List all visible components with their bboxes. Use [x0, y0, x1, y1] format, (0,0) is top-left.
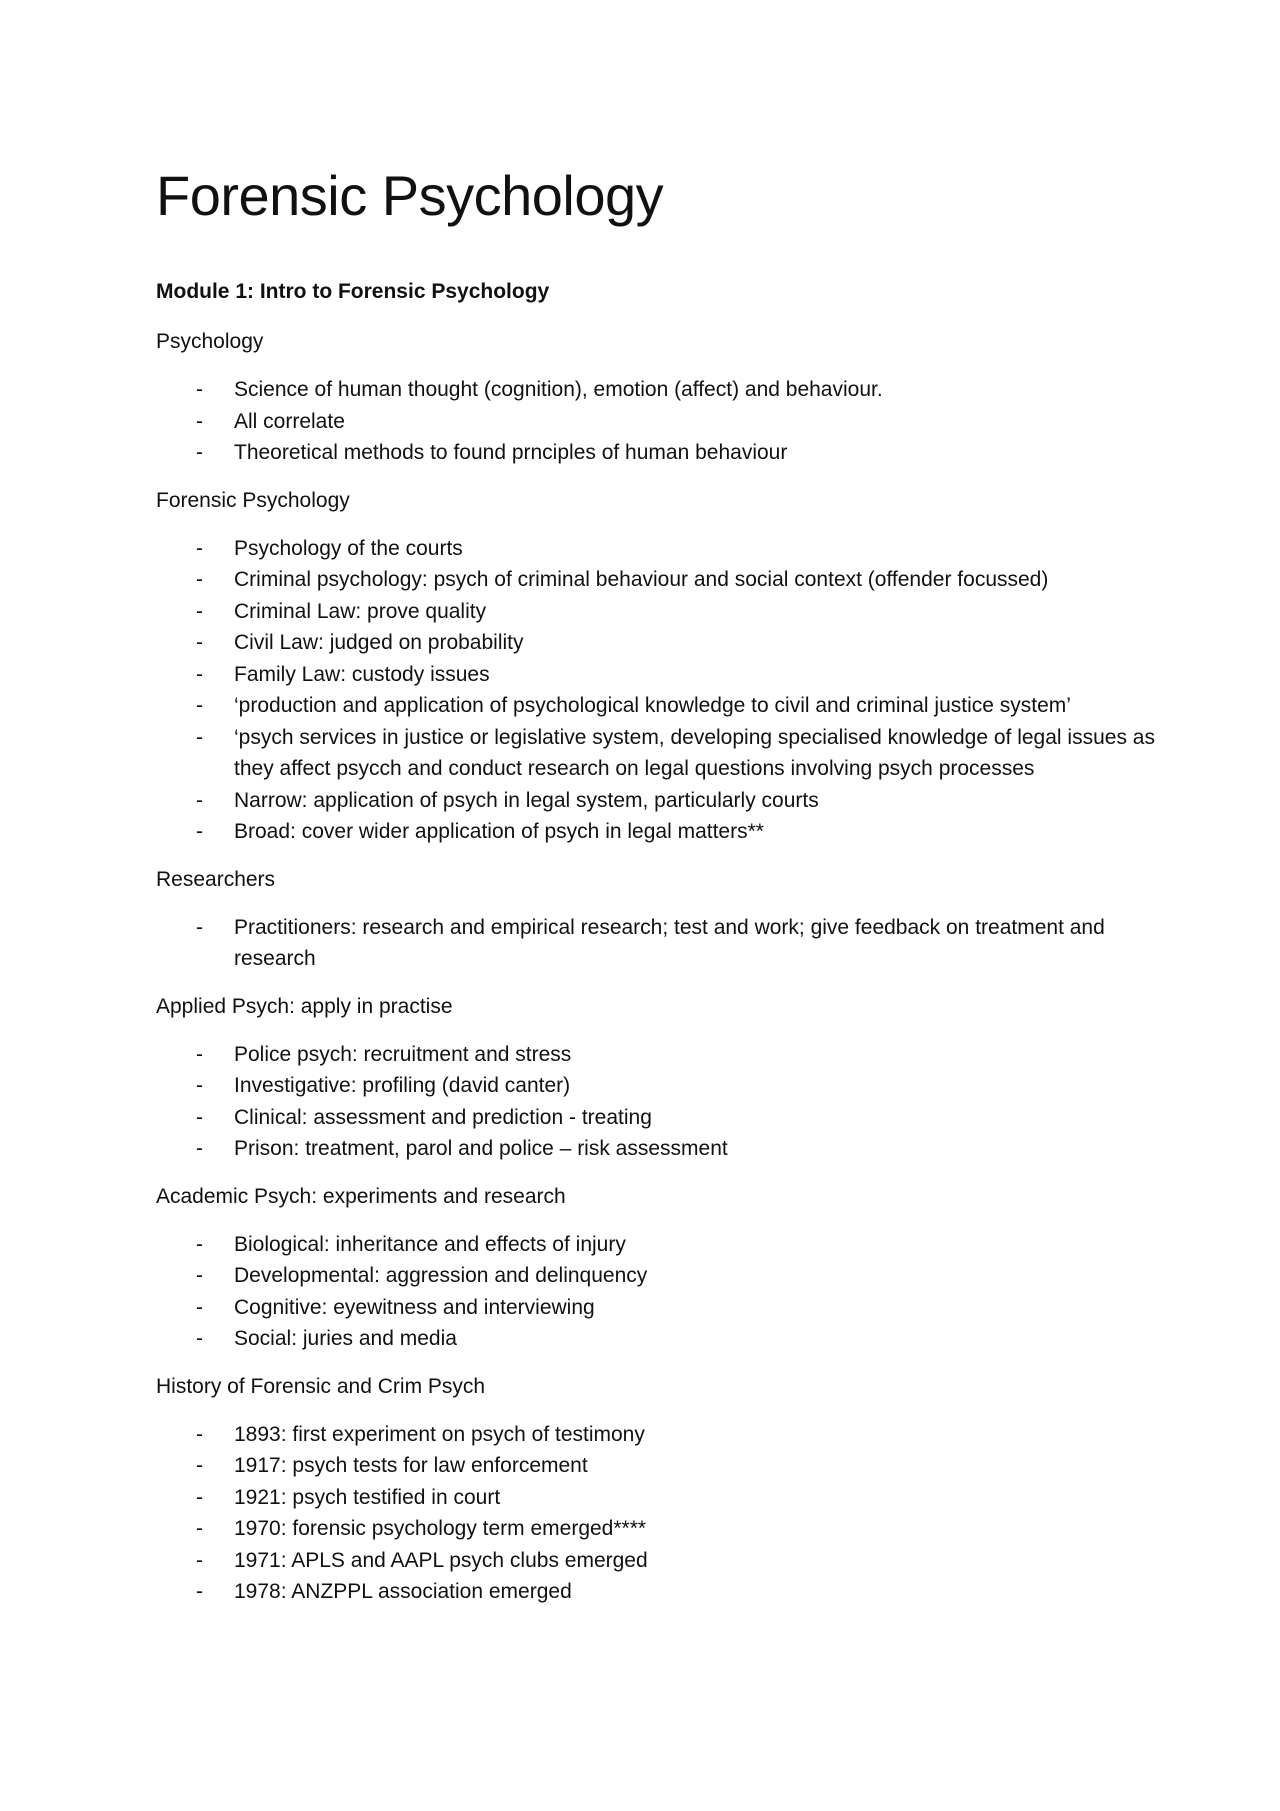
- dash-bullet-icon: -: [196, 1105, 203, 1129]
- list-item: [156, 785, 1156, 817]
- dash-bullet-icon: -: [196, 1454, 203, 1477]
- dash-bullet-icon: -: [196, 1580, 203, 1603]
- list-item: [156, 1070, 1156, 1102]
- list-item-text: Family Law: custody issues: [234, 662, 490, 686]
- list-item-text: Clinical: assessment and prediction - treating: [234, 1105, 652, 1129]
- dash-bullet-icon: -: [196, 1422, 203, 1446]
- dash-bullet-icon: -: [196, 378, 203, 401]
- bullet-list: [156, 912, 1156, 975]
- list-item-text: 1917: psych tests for law enforcement: [234, 1454, 588, 1477]
- dash-bullet-icon: -: [196, 631, 203, 654]
- list-item-text: 1978: ANZPPL association emerged: [234, 1580, 572, 1603]
- list-item-text: Cognitive: eyewitness and interviewing: [234, 1295, 595, 1319]
- dash-bullet-icon: -: [196, 536, 203, 560]
- notes-body: [156, 328, 1156, 1608]
- list-item-text: Narrow: application of psych in legal system, particularly courts: [234, 788, 819, 812]
- list-item-text: 1970: forensic psychology term emerged****: [234, 1517, 647, 1540]
- list-item-text: 1921: psych testified in court: [234, 1485, 501, 1509]
- dash-bullet-icon: -: [196, 1295, 203, 1319]
- list-item: [156, 1133, 1156, 1165]
- list-item-text: All correlate: [234, 409, 345, 433]
- list-item: [156, 1482, 1156, 1514]
- list-item: [156, 1545, 1156, 1577]
- bullet-list: [156, 533, 1156, 848]
- notes-section: [156, 993, 1156, 1165]
- list-item-text: Science of human thought (cognition), emotion (affect) and behaviour.: [234, 378, 883, 401]
- list-item: [156, 1419, 1156, 1451]
- list-item-text: ‘production and application of psychological knowledge to civil and criminal justice system’: [234, 694, 1071, 717]
- dash-bullet-icon: -: [196, 1042, 203, 1066]
- section-heading: Forensic Psychology: [156, 488, 350, 512]
- dash-bullet-icon: -: [196, 788, 203, 812]
- list-item: [156, 406, 1156, 438]
- list-item: [156, 1576, 1156, 1608]
- dash-bullet-icon: -: [196, 1074, 203, 1097]
- dash-bullet-icon: -: [196, 694, 203, 717]
- list-item: [156, 596, 1156, 628]
- notes-section: [156, 1183, 1156, 1355]
- list-item: [156, 564, 1156, 596]
- dash-bullet-icon: -: [196, 725, 203, 749]
- bullet-list: [156, 1419, 1156, 1608]
- list-item-text: Prison: treatment, parol and police – risk assessment: [234, 1137, 728, 1160]
- notes-section: [156, 487, 1156, 848]
- list-item-text: ‘psych services in justice or legislative system, developing specialised knowledge of legal issues as they affect psycch and conduct research on legal questions involving psych processes: [234, 725, 1155, 780]
- section-heading: Psychology: [156, 330, 264, 353]
- module-heading: Module 1: Intro to Forensic Psychology: [156, 280, 550, 303]
- list-item-text: Practitioners: research and empirical research; test and work; give feedback on treatment and research: [234, 915, 1105, 970]
- list-item-text: Biological: inheritance and effects of injury: [234, 1232, 626, 1256]
- list-item-text: Criminal Law: prove quality: [234, 599, 487, 623]
- list-item: [156, 1260, 1156, 1292]
- list-item: [156, 690, 1156, 722]
- list-item: [156, 722, 1156, 785]
- list-item-text: Civil Law: judged on probability: [234, 631, 524, 654]
- dash-bullet-icon: -: [196, 662, 203, 686]
- section-heading: History of Forensic and Crim Psych: [156, 1374, 486, 1398]
- list-item: [156, 374, 1156, 406]
- dash-bullet-icon: -: [196, 599, 203, 623]
- dash-bullet-icon: -: [196, 1327, 203, 1350]
- notes-section: [156, 328, 1156, 469]
- page-title: Forensic Psychology: [156, 164, 664, 227]
- list-item-text: Developmental: aggression and delinquency: [234, 1264, 648, 1287]
- bullet-list: [156, 1229, 1156, 1355]
- dash-bullet-icon: -: [196, 409, 203, 433]
- dash-bullet-icon: -: [196, 1485, 203, 1509]
- dash-bullet-icon: -: [196, 820, 203, 843]
- dash-bullet-icon: -: [196, 915, 203, 939]
- list-item-text: Broad: cover wider application of psych in legal matters**: [234, 820, 764, 843]
- dash-bullet-icon: -: [196, 1137, 203, 1160]
- list-item-text: Social: juries and media: [234, 1327, 457, 1350]
- dash-bullet-icon: -: [196, 1548, 203, 1572]
- section-heading: Researchers: [156, 867, 276, 891]
- list-item: [156, 437, 1156, 469]
- list-item: [156, 1323, 1156, 1355]
- list-item: [156, 1292, 1156, 1324]
- dash-bullet-icon: -: [196, 1232, 203, 1256]
- list-item: [156, 659, 1156, 691]
- list-item: [156, 1039, 1156, 1071]
- list-item-text: Theoretical methods to found prnciples of human behaviour: [234, 441, 788, 464]
- section-heading: Academic Psych: experiments and research: [156, 1184, 566, 1208]
- list-item-text: Criminal psychology: psych of criminal behaviour and social context (offender focussed): [234, 568, 1049, 591]
- dash-bullet-icon: -: [196, 1517, 203, 1540]
- bullet-list: [156, 374, 1156, 469]
- list-item: [156, 1513, 1156, 1545]
- document-page: [156, 160, 1156, 1626]
- list-item: [156, 912, 1156, 975]
- dash-bullet-icon: -: [196, 568, 203, 591]
- list-item-text: 1971: APLS and AAPL psych clubs emerged: [234, 1548, 648, 1572]
- list-item-text: Police psych: recruitment and stress: [234, 1042, 572, 1066]
- dash-bullet-icon: -: [196, 441, 203, 464]
- section-heading: Applied Psych: apply in practise: [156, 994, 453, 1018]
- notes-section: [156, 1373, 1156, 1608]
- list-item: [156, 1102, 1156, 1134]
- list-item-text: Psychology of the courts: [234, 536, 463, 560]
- dash-bullet-icon: -: [196, 1264, 203, 1287]
- list-item: [156, 1229, 1156, 1261]
- list-item: [156, 816, 1156, 848]
- list-item: [156, 627, 1156, 659]
- list-item: [156, 533, 1156, 565]
- list-item: [156, 1450, 1156, 1482]
- list-item-text: Investigative: profiling (david canter): [234, 1074, 571, 1097]
- notes-section: [156, 866, 1156, 975]
- bullet-list: [156, 1039, 1156, 1165]
- list-item-text: 1893: first experiment on psych of testimony: [234, 1422, 645, 1446]
